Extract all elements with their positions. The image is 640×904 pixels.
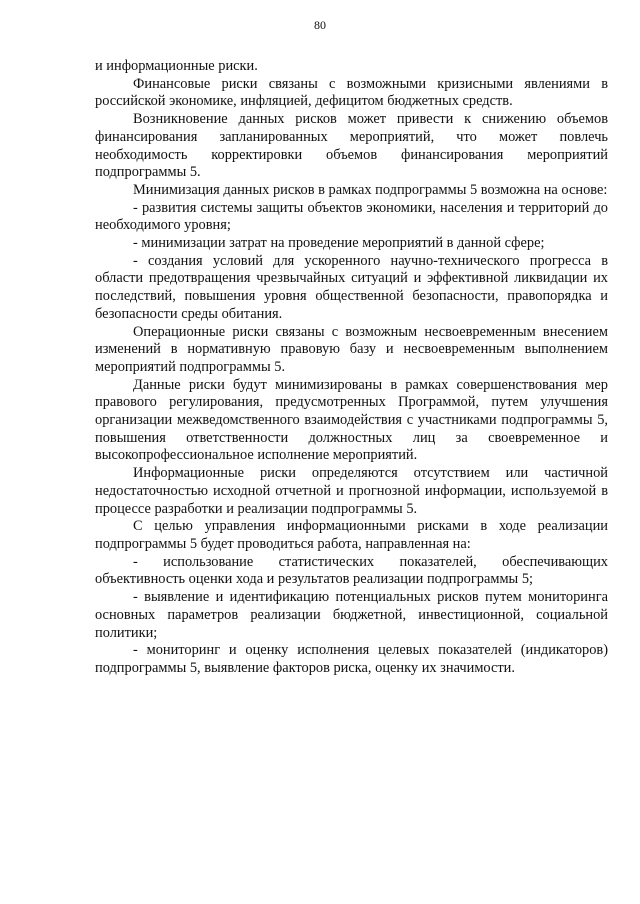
- paragraph-operational-mitigation: Данные риски будут минимизированы в рамках совершенствования мер правового регулирования, предусмотренных Программой, путем улучшения организации межведомственного взаимодействия с участниками подпрограммы 5, повышения ответственности должностных лиц за своевременное и высокопрофессиональное исполнение мероприятий.: [95, 376, 608, 464]
- paragraph-continuation: и информационные риски.: [95, 58, 258, 74]
- list-item-protection-system: - развития системы защиты объектов экономики, населения и территорий до необходимого уровня;: [95, 199, 608, 234]
- paragraph-financial-risks: Финансовые риски связаны с возможными кризисными явлениями в российской экономике, инфляцией, дефицитом бюджетных средств.: [95, 75, 608, 110]
- paragraph-operational-risks: Операционные риски связаны с возможным несвоевременным внесением изменений в нормативную правовую базу и несвоевременным выполнением мероприятий подпрограммы 5.: [95, 323, 608, 375]
- list-item-cost-minimization: - минимизации затрат на проведение мероприятий в данной сфере;: [133, 235, 545, 252]
- paragraph-risk-consequences: Возникновение данных рисков может привести к снижению объемов финансирования запланированных мероприятий, что может повлечь необходимость корректировки объемов финансирования мероприятий подпрограммы 5.: [95, 111, 608, 181]
- document-body: [95, 58, 608, 678]
- list-item-statistics: - использование статистических показателей, обеспечивающих объективность оценки хода и результатов реализации подпрограммы 5;: [95, 553, 608, 588]
- paragraph-minimization-intro: Минимизация данных рисков в рамках подпрограммы 5 возможна на основе:: [133, 181, 608, 198]
- list-item-risk-identification: - выявление и идентификацию потенциальных рисков путем мониторинга основных параметров реализации бюджетной, инвестиционной, социальной политики;: [95, 589, 608, 641]
- paragraph-information-management: С целью управления информационными рисками в ходе реализации подпрограммы 5 будет проводиться работа, направленная на:: [95, 518, 608, 552]
- paragraph-information-risks: Информационные риски определяются отсутствием или частичной недостаточностью исходной отчетной и прогнозной информации, используемой в процессе разработки и реализации подпрограммы 5.: [95, 465, 608, 517]
- list-item-indicator-monitoring: - мониторинг и оценку исполнения целевых показателей (индикаторов) подпрограммы 5, выявление факторов риска, оценку их значимости.: [95, 642, 608, 676]
- page-number: 80: [314, 18, 326, 32]
- list-item-scientific-progress: - создания условий для ускоренного научно-технического прогресса в области предотвращения чрезвычайных ситуаций и эффективной ликвидации их последствий, повышения уровня общественной безопасности, правопорядка и безопасности среды обитания.: [95, 252, 608, 322]
